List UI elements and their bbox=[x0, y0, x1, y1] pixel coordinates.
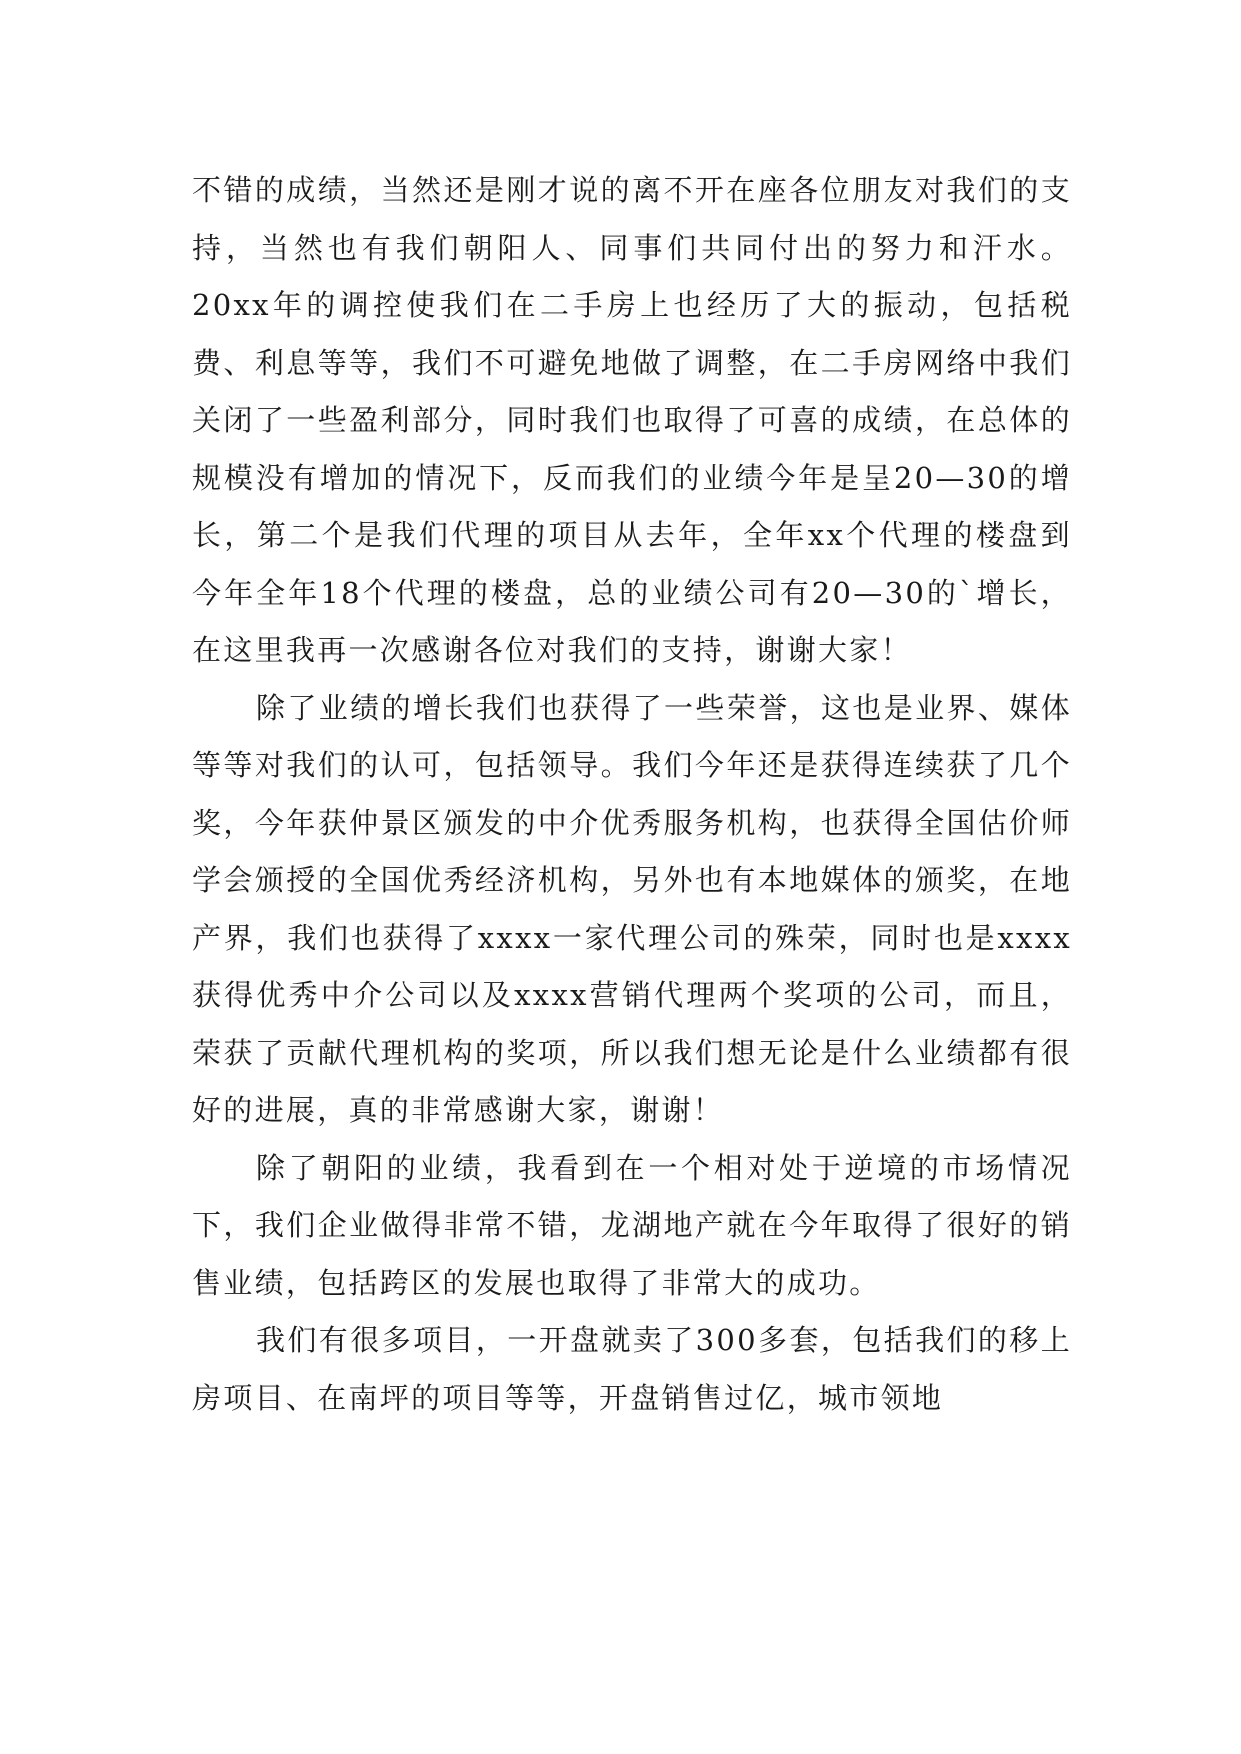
document-body bbox=[192, 162, 1072, 1427]
paragraph-1: 不错的成绩，当然还是刚才说的离不开在座各位朋友对我们的支持，当然也有我们朝阳人、同事们共同付出的努力和汗水。20xx年的调控使我们在二手房上也经历了大的振动，包括税费、利息等等，我们不可避免地做了调整，在二手房网络中我们关闭了一些盈利部分，同时我们也取得了可喜的成绩，在总体的规模没有增加的情况下，反而我们的业绩今年是呈20—30的增长，第二个是我们代理的项目从去年，全年xx个代理的楼盘到今年全年18个代理的楼盘，总的业绩公司有20—30的`增长，在这里我再一次感谢各位对我们的支持，谢谢大家！ bbox=[192, 173, 1072, 667]
paragraph-4: 我们有很多项目，一开盘就卖了300多套，包括我们的移上房项目、在南坪的项目等等，开盘销售过亿，城市领地 bbox=[192, 1323, 1072, 1415]
paragraph-2: 除了业绩的增长我们也获得了一些荣誉，这也是业界、媒体等等对我们的认可，包括领导。我们今年还是获得连续获了几个奖，今年获仲景区颁发的中介优秀服务机构，也获得全国估价师学会颁授的全国优秀经济机构，另外也有本地媒体的颁奖，在地产界，我们也获得了xxxx一家代理公司的殊荣，同时也是xxxx获得优秀中介公司以及xxxx营销代理两个奖项的公司，而且，荣获了贡献代理机构的奖项，所以我们想无论是什么业绩都有很好的进展，真的非常感谢大家，谢谢！ bbox=[192, 690, 1072, 1127]
paragraph-3: 除了朝阳的业绩，我看到在一个相对处于逆境的市场情况下，我们企业做得非常不错，龙湖地产就在今年取得了很好的销售业绩，包括跨区的发展也取得了非常大的成功。 bbox=[192, 1150, 1072, 1300]
